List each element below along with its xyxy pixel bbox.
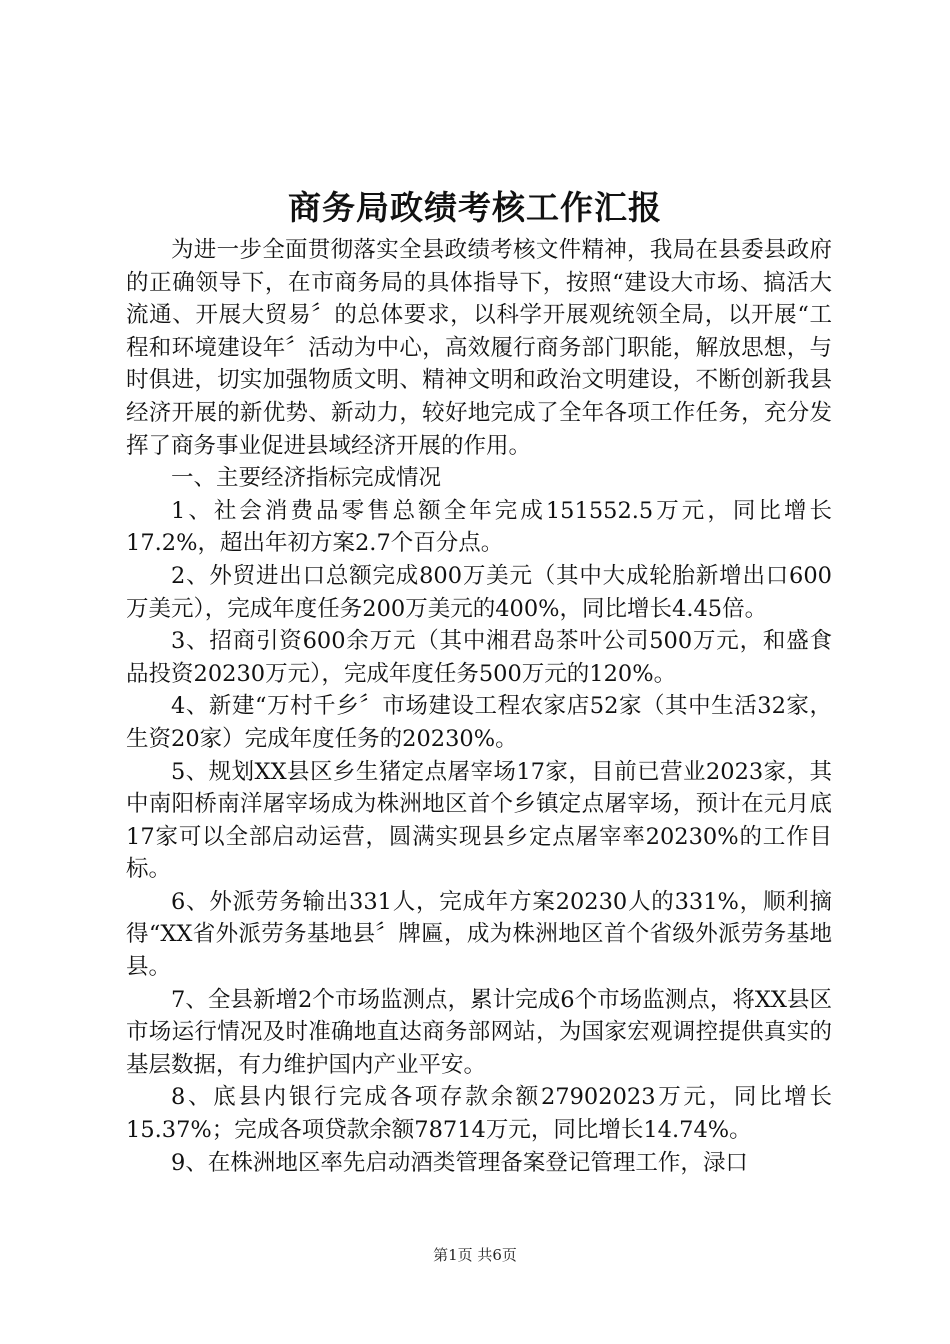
paragraph-item-8: 8、底县内银行完成各项存款余额27902023万元，同比增长15.37%；完成各项贷款余额78714万元，同比增长14.74%。 [126,1084,832,1144]
paragraph-item-3: 3、招商引资600余万元（其中湘君岛茶叶公司500万元，和盛食品投资20230万元），完成年度任务500万元的120%。 [126,628,832,687]
paragraph-item-1: 1、社会消费品零售总额全年完成151552.5万元，同比增长17.2%，超出年初方案2.7个百分点。 [126,497,832,557]
document-body [126,234,832,1179]
paragraph-item-2: 2、外贸进出口总额完成800万美元（其中大成轮胎新增出口600万美元），完成年度任务200万美元的400%，同比增长4.45倍。 [126,562,832,622]
paragraph-item-9: 9、在株洲地区率先启动酒类管理备案登记管理工作，渌口 [171,1149,748,1176]
paragraph-item-7: 7、全县新增2个市场监测点，累计完成6个市场监测点，将XX县区市场运行情况及时准确地直达商务部网站，为国家宏观调控提供真实的基层数据，有力维护国内产业平安。 [126,986,832,1078]
section-heading: 一、主要经济指标完成情况 [171,465,442,492]
document-title: 商务局政绩考核工作汇报 [288,188,662,227]
paragraph-item-6: 6、外派劳务输出331人，完成年方案20230人的331%，顺利摘得“XX省外派劳务基地县〞牌匾，成为株洲地区首个省级外派劳务基地县。 [126,888,832,981]
page-footer: 第1页 共6页 [433,1246,517,1264]
paragraph-item-4: 4、新建“万村千乡〞市场建设工程农家店52家（其中生活32家，生资20家）完成年度任务的20230%。 [126,693,832,752]
paragraph-item-5: 5、规划XX县区乡生猪定点屠宰场17家，目前已营业2023家，其中南阳桥南洋屠宰场成为株洲地区首个乡镇定点屠宰场，预计在元月底17家可以全部启动运营，圆满实现县乡定点屠宰率20230%的工作目标。 [126,758,832,883]
paragraph-intro: 为进一步全面贯彻落实全县政绩考核文件精神，我局在县委县政府的正确领导下，在市商务局的具体指导下，按照“建设大市场、搞活大流通、开展大贸易〞的总体要求，以科学开展观统领全局，以开展“工程和环境建设年〞活动为中心，高效履行商务部门职能，解放思想，与时俱进，切实加强物质文明、精神文明和政治文明建设，不断创新我县经济开展的新优势、新动力，较好地完成了全年各项工作任务，充分发挥了商务事业促进县域经济开展的作用。 [126,237,832,459]
